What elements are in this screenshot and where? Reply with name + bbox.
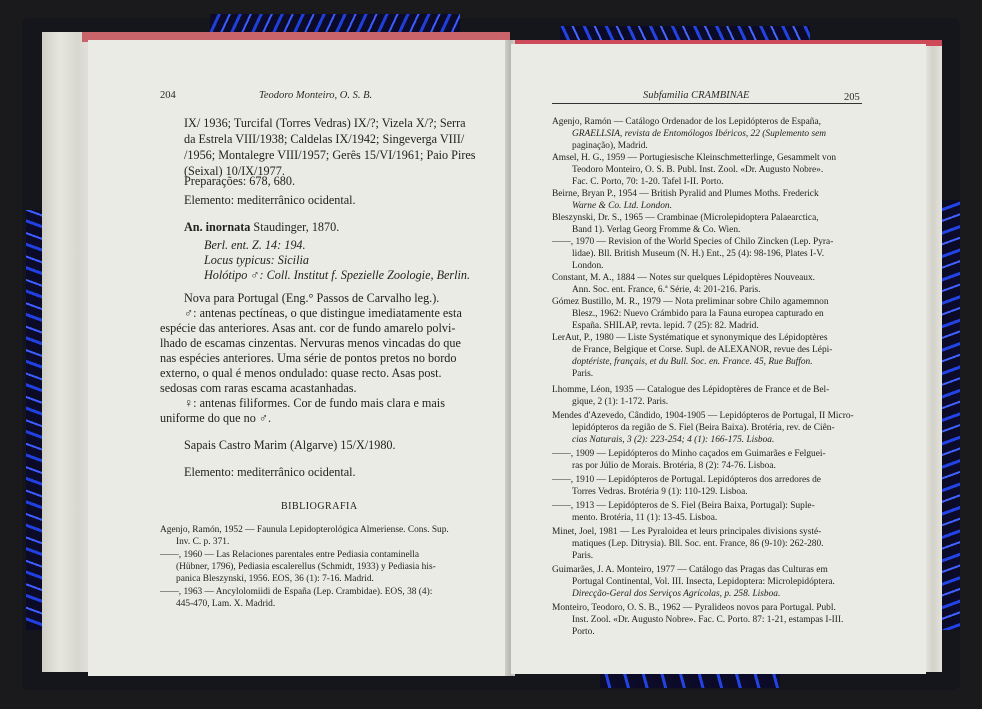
- species-heading: [184, 220, 339, 236]
- bib-line: Ann. Soc. ent. France, 6.ª Série, 4: 201-216. Paris.: [572, 285, 761, 295]
- bib-line: ——, 1963 — Ancylolomiidi de España (Lep. Crambidae). EOS, 38 (4):: [160, 587, 433, 597]
- bib-line: London.: [572, 261, 604, 271]
- text-line: lhado de escamas cinzentas. Nervuras menos vincadas do que: [160, 336, 461, 350]
- running-head: Teodoro Monteiro, O. S. B.: [259, 90, 373, 101]
- bib-line: gique, 2 (1): 1-172. Paris.: [572, 397, 669, 407]
- species-name: An. inornata: [184, 220, 251, 234]
- text-line: uniforme do que no ♂.: [160, 411, 272, 425]
- bib-line: Blesz., 1962: Nuevo Crámbido para la Fauna europea capturado en: [572, 309, 824, 319]
- bib-line: paginação), Madrid.: [572, 141, 648, 151]
- running-head: Subfamilia CRAMBINAE: [643, 90, 750, 101]
- bib-line: Guimarães, J. A. Monteiro, 1977 — Catálogo das Pragas das Culturas em: [552, 565, 828, 575]
- page-number: 204: [160, 90, 176, 101]
- bib-line: Paris.: [572, 551, 594, 561]
- bib-line: cias Naturais, 3 (2): 223-254; 4 (1): 166-175. Lisboa.: [572, 435, 775, 445]
- bib-line: ——, 1909 — Lepidópteros do Minho caçados em Guimarães e Felguei-: [552, 449, 826, 459]
- citation-line: Holótipo ♂: Coll. Institut f. Spezielle Zoologie, Berlin.: [204, 268, 471, 282]
- bib-line: doptériste, français, et du Bull. Soc. en. France. 45, Rue Buffon.: [572, 357, 813, 367]
- bib-line: mento. Brotéria, 11 (1): 13-45. Lisboa.: [572, 513, 718, 523]
- bib-line: Agenjo, Ramón, 1952 — Faunula Lepidopterológica Almeriense. Cons. Sup.: [160, 525, 449, 535]
- bib-line: Inst. Zool. «Dr. Augusto Nobre». Fac. C. Porto. 87: 1-21, estampas I-III.: [572, 615, 844, 625]
- bib-line: Mendes d'Azevedo, Cândido, 1904-1905 — Lepidópteros de Portugal, II Micro-: [552, 411, 854, 421]
- bib-line: Direcção-Geral dos Serviços Agrícolas, p. 258. Lisboa.: [572, 589, 781, 599]
- text-line: ♂: antenas pectíneas, o que distingue imediatamente esta: [184, 306, 462, 320]
- bib-line: Minet, Joel, 1981 — Les Pyraloidea et leurs principales divisions systé-: [552, 527, 822, 537]
- text-line: /1956; Montalegre VIII/1957; Gerês 15/VI/1961; Paio Pires: [184, 148, 476, 162]
- marbled-cover-top-left: [210, 14, 460, 34]
- bib-line: lepidópteros da região de S. Fiel (Beira Baixa). Brotéria, rev. de Ciên-: [572, 423, 835, 433]
- bib-line: panica Bleszynski, 1956. EOS, 36 (1): 7-16. Madrid.: [176, 574, 374, 584]
- text-line: IX/ 1936; Turcifal (Torres Vedras) IX/?; Vizela X/?; Serra: [184, 116, 466, 130]
- bib-line: (Hübner, 1796), Pediasia escalerellus (Schmidt, 1933) y Pediasia his-: [176, 562, 436, 572]
- page-edges-right: [924, 44, 942, 672]
- bib-line: Bleszynski, Dr. S., 1965 — Crambinae (Microlepidoptera Palaearctica,: [552, 213, 819, 223]
- bib-line: Inv. C. p. 371.: [176, 537, 230, 547]
- bib-line: ——, 1913 — Lepidópteros de S. Fiel (Beira Baixa, Portugal): Suple-: [552, 501, 815, 511]
- bib-line: Amsel, H. G., 1959 — Portugiesische Kleinschmetterlinge, Gesammelt von: [552, 153, 837, 163]
- text-line: ♀: antenas filiformes. Cor de fundo mais clara e mais: [184, 396, 445, 410]
- bib-line: Fac. C. Porto, 70: 1-20. Tafel I-II. Porto.: [572, 177, 724, 187]
- marbled-cover-bottom: [600, 672, 780, 688]
- bib-line: Teodoro Monteiro, O. S. B. Publ. Inst. Zool. «Dr. Augusto Nobre».: [572, 165, 824, 175]
- bib-line: LerAut, P., 1980 — Liste Systématique et synonymique des Lépidoptères: [552, 333, 828, 343]
- bib-line: ——, 1910 — Lepidópteros de Portugal. Lepidópteros dos arredores de: [552, 475, 821, 485]
- species-author: Staudinger, 1870.: [250, 220, 340, 234]
- bib-line: GRAELLSIA, revista de Entomólogos Ibéricos, 22 (Suplemento sem: [572, 129, 827, 139]
- left-page: [88, 40, 510, 676]
- text-line: Nova para Portugal (Eng.° Passos de Carvalho leg.).: [184, 291, 440, 305]
- bib-line: matiques (Lep. Ditrysia). Bll. Soc. ent. France, 86 (9-10): 262-280.: [572, 539, 824, 549]
- bib-line: Beirne, Bryan P., 1954 — British Pyralid and Plumes Moths. Frederick: [552, 189, 819, 199]
- bib-line: Agenjo, Ramón — Catálogo Ordenador de los Lepidópteros de España,: [552, 117, 821, 127]
- bib-line: Paris.: [572, 369, 594, 379]
- page-number: 205: [844, 92, 860, 103]
- element-line: Elemento: mediterrânico ocidental.: [184, 465, 356, 479]
- bib-line: Portugal Continental, Vol. III. Insecta, Lepidoptera: Microlepidóptera.: [572, 577, 835, 587]
- locality: Sapais Castro Marim (Algarve) 15/X/1980.: [184, 438, 396, 452]
- text-line: externo, o qual é menos ondulado: quase recto. Asas post.: [160, 366, 442, 380]
- bib-line: Gómez Bustillo, M. R., 1979 — Nota preliminar sobre Chilo agamemnon: [552, 297, 829, 307]
- bib-line: Band 1). Verlag Georg Fromme & Co. Wien.: [572, 225, 741, 235]
- right-page: [511, 44, 926, 674]
- preparations: Preparações: 678, 680.: [184, 174, 296, 188]
- bib-line: Monteiro, Teodoro, O. S. B., 1962 — Pyralideos novos para Portugal. Publ.: [552, 603, 836, 613]
- bib-line: ——, 1970 — Revision of the World Species of Chilo Zincken (Lep. Pyra-: [552, 237, 834, 247]
- text-line: nas espécies anteriores. Uma série de pontos pretos no bordo: [160, 351, 457, 365]
- bib-line: Warne & Co. Ltd. London.: [572, 201, 672, 211]
- bib-line: ——, 1960 — Las Relaciones parentales entre Pediasia contaminella: [160, 550, 420, 560]
- bib-line: lidae). Bll. British Museum (N. H.) Ent., 25 (4): 98-196, Plates I-V.: [572, 249, 825, 259]
- bib-line: de France, Belgique et Corse. Supl. de ALEXANOR, revue des Lépi-: [572, 345, 833, 355]
- bibliography-title: BIBLIOGRAFIA: [281, 501, 358, 512]
- citation-line: Locus typicus: Sicilia: [204, 253, 309, 267]
- citation-line: Berl. ent. Z. 14: 194.: [204, 238, 306, 252]
- text-line: da Estrela VIII/1938; Caldelas IX/1942; Singeverga VIII/: [184, 132, 465, 146]
- text-line: espécie das anteriores. Asas ant. cor de fundo amarelo polvi-: [160, 321, 456, 335]
- bib-line: 445-470, Lam. X. Madrid.: [176, 599, 276, 609]
- bib-line: Torres Vedras. Brotéria 9 (1): 110-129. Lisboa.: [572, 487, 748, 497]
- bib-line: España. SHILAP, revta. lepid. 7 (25): 82. Madrid.: [572, 321, 759, 331]
- header-rule: [552, 103, 862, 104]
- bib-line: ras por Júlio de Morais. Brotéria, 8 (2): 74-76. Lisboa.: [572, 461, 776, 471]
- bib-line: Constant, M. A., 1884 — Notes sur quelques Lépidoptères Nouveaux.: [552, 273, 815, 283]
- text-line: sedosas com raras escama acastanhadas.: [160, 381, 357, 395]
- element-line: Elemento: mediterrânico ocidental.: [184, 193, 356, 207]
- bib-line: Lhomme, Léon, 1935 — Catalogue des Lépidoptères de France et de Bel-: [552, 385, 830, 395]
- bib-line: Porto.: [572, 627, 595, 637]
- text-line: (Seixal) 10/IX/1977.: [184, 164, 285, 178]
